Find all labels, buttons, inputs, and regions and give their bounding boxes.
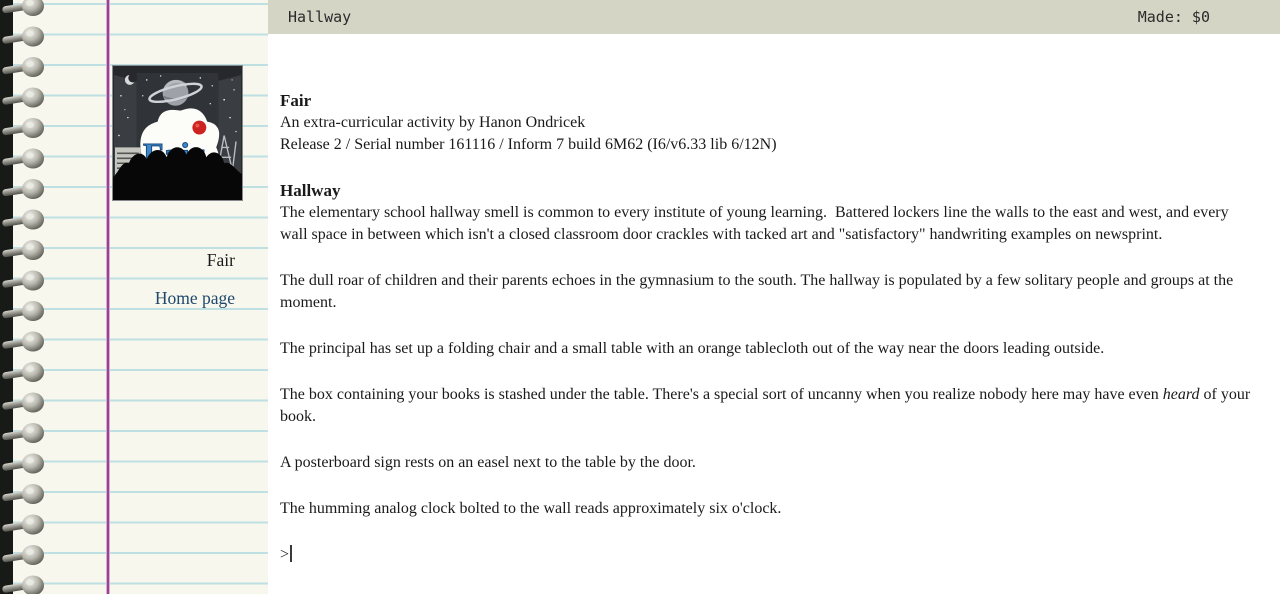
notebook-margin-line [106,0,110,594]
room-block [280,180,1258,246]
cover-art-image [113,66,242,200]
game-title: Fair [280,91,312,110]
status-bar [268,0,1280,34]
status-location: Hallway [288,8,352,26]
game-banner [280,90,1258,156]
paragraph-gymnasium: The dull roar of children and their parents echoes in the gymnasium to the south. The hallway is populated by a few solitary people and groups at the moment. [280,272,1238,311]
red-ball-icon [192,121,206,135]
book-box-text: The box containing your books is stashed under the table. There's a special sort of uncanny when you realize nobody here may have even [280,386,1163,403]
game-pane [268,0,1280,594]
prompt-symbol: > [280,546,290,563]
paragraph-clock: The humming analog clock bolted to the wall reads approximately six o'clock. [280,500,782,517]
paragraph-book-box [280,384,1258,428]
text-cursor [290,545,292,562]
command-input[interactable] [280,544,1258,566]
room-name-heading: Hallway [280,181,341,200]
home-page-link[interactable]: Home page [154,288,235,308]
status-score: Made: $0 [1137,8,1210,26]
paragraph-principal: The principal has set up a folding chair and a small table with an orange tablecloth out of the way near the doors leading outside. [280,340,1105,357]
book-box-text-end: of your book. [280,386,1255,425]
book-box-emphasis: heard [1162,386,1200,403]
game-byline: An extra-curricular activity by Hanon Ondricek [280,114,586,131]
game-release-info: Release 2 / Serial number 161116 / Inform 7 build 6M62 (I6/v6.33 lib 6/12N) [280,136,777,153]
cover-art [112,65,243,201]
notebook-sidebar [0,0,268,594]
red-ball-highlight [195,124,199,128]
paragraph-sign: A posterboard sign rests on an easel next to the table by the door. [280,454,696,471]
spiral-binding-icon [0,0,52,594]
room-description: The elementary school hallway smell is common to every institute of young learning. Battered lockers line the walls to the east and west, and every wall space in between which isn't a closed classroom door crackles with tacked art and "satisfactory" handwriting examples on newsprint. [280,204,1233,243]
sidebar-game-title: Fair [206,250,235,270]
game-transcript [268,34,1280,566]
